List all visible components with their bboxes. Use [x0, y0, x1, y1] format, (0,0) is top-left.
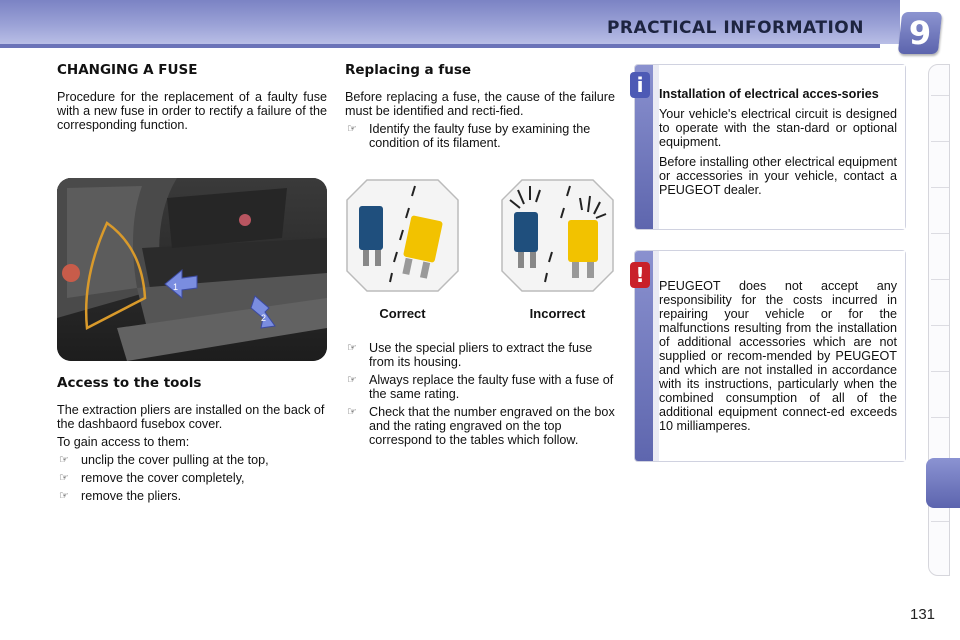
replacing-fuse-body: Before replacing a fuse, the cause of the failure must be identified and recti-fied. [345, 90, 615, 118]
warning-box [634, 250, 906, 462]
pointing-hand-icon: ☞ [347, 374, 357, 386]
pointing-hand-icon: ☞ [347, 406, 357, 418]
replacing-steps [345, 341, 615, 447]
list-item-text: remove the pliers. [81, 489, 182, 503]
info-icon: i [630, 72, 650, 98]
list-item-text: Identify the faulty fuse by examining the condition of its filament. [369, 122, 591, 150]
warning-body: PEUGEOT does not accept any responsibility for the costs incurred in repairing your vehicle or for the malfunctions resulting from the installation of additional accessories which are not supplied or recom-mended by PEUGEOT and which are not installed in accordance with its instructions, particularly when the combined consumption of all of the additional equipment connect-ed exceeds 10 milliamperes. [659, 279, 897, 433]
chapter-badge [898, 12, 942, 54]
fuse-incorrect-label: Incorrect [529, 306, 586, 321]
pointing-hand-icon: ☞ [59, 472, 69, 484]
pointing-hand-icon: ☞ [59, 454, 69, 466]
callout-1: 1 [173, 282, 179, 292]
list-item [345, 341, 615, 369]
callout-2: 2 [261, 313, 267, 323]
warning-icon: ! [630, 262, 650, 288]
info-body-1: Your vehicle's electrical circuit is designed to operate with the stan-dard or optional equipment. [659, 107, 897, 149]
tab-divider [931, 417, 949, 418]
list-item-text: remove the cover completely, [81, 471, 245, 485]
access-tools-section [57, 375, 327, 503]
tab-divider [931, 325, 949, 326]
warning-content [659, 279, 897, 433]
list-item [57, 471, 327, 485]
access-tools-heading: Access to the tools [57, 375, 202, 391]
info-content [659, 87, 897, 197]
list-item [57, 489, 327, 503]
changing-fuse-body: Procedure for the replacement of a faulty fuse with a new fuse in order to rectify a failure of the corresponding function. [57, 90, 327, 132]
list-item [57, 453, 327, 467]
info-box [634, 64, 906, 230]
info-body-2: Before installing other electrical equipment or accessories in your vehicle, contact a PEUGEOT dealer. [659, 155, 897, 197]
replacing-fuse-heading: Replacing a fuse [345, 62, 472, 78]
pointing-hand-icon: ☞ [347, 123, 357, 135]
section-title: PRACTICAL INFORMATION [606, 18, 864, 38]
fuse-correct-illustration [345, 178, 460, 293]
replacing-fuse-section [345, 62, 615, 150]
chapter-number: 9 [908, 14, 932, 52]
changing-fuse-section [57, 62, 327, 132]
tab-divider [931, 141, 949, 142]
list-item-text: Check that the number engraved on the box and the rating engraved on the top correspond to the tables which follow. [369, 405, 615, 447]
info-heading: Installation of electrical acces-sories [659, 87, 879, 101]
tab-divider [931, 233, 949, 234]
dashboard-illustration [57, 178, 327, 361]
access-tools-intro: To gain access to them: [57, 435, 190, 449]
pointing-hand-icon: ☞ [347, 342, 357, 354]
fuse-correct-icon [345, 178, 460, 293]
tab-active-chapter[interactable] [926, 458, 960, 508]
tab-divider [931, 279, 949, 280]
fuse-incorrect-icon [500, 178, 615, 293]
list-item-text: Use the special pliers to extract the fuse from its housing. [369, 341, 593, 369]
list-item-text: Always replace the faulty fuse with a fuse of the same rating. [369, 373, 614, 401]
header-stripe [0, 44, 880, 48]
tab-divider [931, 95, 949, 96]
fuse-correct-label: Correct [379, 306, 426, 321]
page-number: 131 [910, 606, 936, 623]
list-item [345, 405, 615, 447]
list-item [345, 373, 615, 401]
fuse-incorrect-illustration [500, 178, 615, 293]
pointing-hand-icon: ☞ [59, 490, 69, 502]
list-item-text: unclip the cover pulling at the top, [81, 453, 269, 467]
list-item [345, 122, 615, 150]
page-header [0, 0, 960, 52]
access-tools-body: The extraction pliers are installed on the back of the dashbaord fusebox cover. [57, 403, 325, 431]
tab-divider [931, 371, 949, 372]
dashboard-photo [57, 178, 327, 361]
tab-divider [931, 187, 949, 188]
tab-divider [931, 521, 949, 522]
changing-fuse-heading: CHANGING A FUSE [57, 62, 198, 78]
